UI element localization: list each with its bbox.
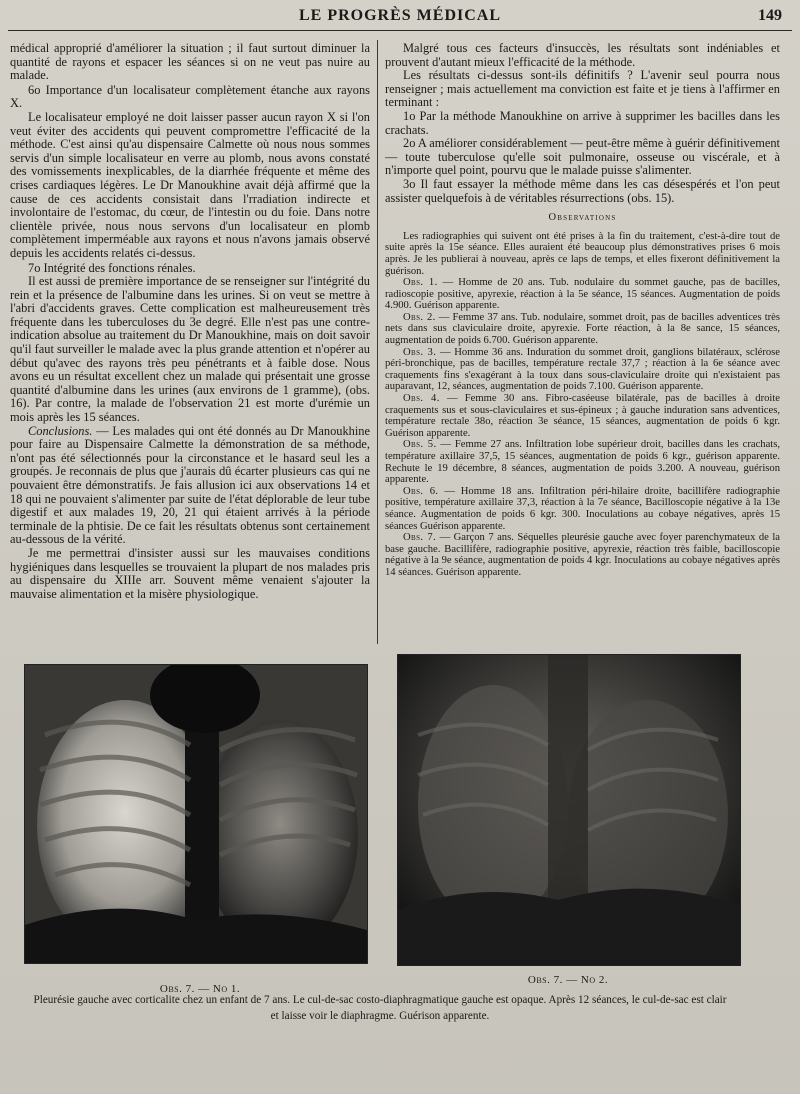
observation-tag: Obs. 5. (403, 439, 437, 451)
observation-tag: Obs. 4. (403, 393, 440, 405)
page-header (8, 4, 792, 31)
observation-entry (385, 312, 780, 347)
figure-legend: Pleurésie gauche avec corticalite chez un enfant de 7 ans. Le cul-de-sac costo-diaphragmatique gauche est opaque. Après 12 séances, le cul-de-sac est clair et laisse voir le diaphragme. Guérison apparente. (33, 994, 727, 1022)
observation-entry (385, 393, 780, 439)
observation-tag: Obs. 6. (403, 485, 439, 497)
paragraph: Je me permettrai d'insister aussi sur les mauvaises conditions hygiéniques dans lesquelles se trouvaient la plupart de nos malades pris au dispensaire du XIIIe arr. Souvent même venaient s'ajouter la mauvaise alimentation et la misère physiologique. (10, 545, 370, 601)
journal-title: LE PROGRÈS MÉDICAL (298, 7, 502, 24)
observation-entry (385, 277, 780, 312)
conclusions-label: Conclusions. (28, 423, 93, 438)
observations-intro: Les radiographies qui suivent ont été prises à la fin du traitement, c'est-à-dire tout de suite après la 15e séance. Elles auraient été beaucoup plus démonstratives prises 6 mois après. Je les publierai à nouveau, après ce laps de temps, et elles fixeront définitivement la guérison. (385, 230, 780, 277)
chest-radiograph-1 (25, 665, 367, 963)
observation-text: — Garçon 7 ans. Séquelles pleurésie gauche avec foyer parenchymateux de la base gauche. Bacillifère, radiographie positive, apyrexie, réaction très faible, bacilloscopie négative à la 9e séance, augmentation de poids 4 kgr. Inoculations au cobaye négatives après 14 séances. Guérison apparente. (385, 532, 780, 578)
observation-text: — Femme 27 ans. Infiltration lobe supérieur droit, bacilles dans les crachats, température axillaire 37,5, 15 séances, augmentation de poids 6 kgr., guérison apparente. Rechute le 19 décembre, 8 séances, augmentation de poids 3.200. A nouveau, guérison apparente. (385, 439, 780, 486)
observation-text: — Homme de 20 ans. Tub. nodulaire du sommet gauche, pas de bacilles, radioscopie positive, apyrexie, réaction à la 5e séance, 15 séances. Augmentation de poids 4.900. Guérison apparente. (385, 277, 780, 312)
observation-entry (385, 439, 780, 485)
paragraph: médical approprié d'améliorer la situation ; il faut surtout diminuer la quantité de rayons et espacer les séances si on ne veut pas nuire au malade. (10, 41, 370, 83)
right-column (385, 42, 780, 579)
paragraph: Le localisateur employé ne doit laisser passer aucun rayon X si l'on veut éviter des accidents qui peuvent compromettre l'efficacité de la méthode. C'est ainsi qu'au dispensaire Calmette où nous nous sommes servis d'un simple localisateur en verre au plomb, nous avons constaté des vomissements inexplicables, de la diarrhée fréquente et même des crises cardiaques légères. Le Dr Manoukhine avait déjà affirmé que la cause de ces accidents consistait dans l'rradiation indirecte et involontaire de l'estomac, du cœur, de l'intestin ou du foie. Dans notre clientèle privée, nous nous servons d'un localisateur en plomb complètement imperméable aux rayons et nous n'avons jamais observé depuis les accidents relatés ci-dessus. (10, 109, 370, 260)
conclusion-item: 3o Il faut essayer la méthode même dans les cas désespérés et l'on peut assister quelquefois à de véritables résurrections (obs. 15). (385, 176, 780, 205)
observation-entry (385, 486, 780, 532)
paragraph: Il est aussi de première importance de se renseigner sur l'intégrité du rein et la présence de l'albumine dans les urines. Si on veut se mettre à l'abri d'accidents graves. Cette complication est malheureusement très fréquente dans les tuberculoses du 3e degré. Elle n'est pas une contre-indication absolue au traitement du Dr Manoukhine, mais on doit savoir qu'il faut surveiller le malade avec la plus grande attention et n'opérer au début qu'avec des rayons très peu pénétrants et à faible dose. Nous avons eu un résultat excellent chez un malade qui présentait une grosse quantité d'albumine dans les urines (aux environs de 1 gramme), (obs. 16). Par contre, la malade de l'observation 21 est morte d'urémie un mois après les 15 séances. (10, 274, 370, 425)
observation-tag: Obs. 1. (403, 277, 438, 289)
observation-tag: Obs. 3. (403, 346, 437, 358)
paragraph: Les résultats ci-dessus sont-ils définitifs ? L'avenir seul pourra nous renseigner ; mais actuellement ma conviction est faite et je tiens à l'affirmer en terminant : (385, 68, 780, 110)
observation-text: — Femme 37 ans. Tub. nodulaire, sommet droit, pas de bacilles adventices très nets dans sus claviculaire droite, apyrexie. Forte réaction, à la 8e sance, 15 séances, augmentation de poids 6.700. Guérison apparente. (385, 311, 780, 347)
conclusions-paragraph (10, 425, 370, 547)
chest-radiograph-2 (398, 655, 740, 965)
xray-image-1 (24, 664, 368, 964)
observation-tag: Obs. 2. (403, 311, 436, 323)
observations-list (385, 277, 780, 578)
page-number: 149 (758, 7, 782, 24)
observation-text: — Homme 36 ans. Induration du sommet droit, ganglions bilatéraux, sclérose péri-bronchique, pas de bacilles, température rectale 37,7 ; réaction à la 6e séance avec craquements fins s'exagérant à la toux dans sous-claviculaire droite qui n'existaient pas auparavant, 12, séances, augmentation de poids 7.100. Guérison apparente. (385, 346, 780, 393)
observation-text: — Femme 30 ans. Fibro-caséeuse bilatérale, pas de bacilles à droite craquements sus et sous-claviculaires et sus-épineux ; à gauche induration sans adventices, température rectale 38o, réaction 3e séance, 15 séances, augmentation de poids 6 kgr. Guérison apparente. (385, 393, 780, 439)
figure-caption-1: Obs. 7. — No 1. (159, 983, 241, 995)
observation-text: — Homme 18 ans. Infiltration péri-hilaire droite, bacillifère radiographie positive, température axillaire 37,3, réaction à la 7e séance, Bacilloscopie négative à la 13e séance. Augmentation de poids 6 kgr. 300. Inoculations au cobaye négatives, après 15 séances Guérison apparente. (385, 485, 780, 532)
figure-caption-2: Obs. 7. — No 2. (527, 974, 609, 986)
xray-image-2 (397, 654, 741, 966)
observation-entry (385, 347, 780, 393)
conclusion-item: 1o Par la méthode Manoukhine on arrive à supprimer les bacilles dans les crachats. (385, 108, 780, 137)
conclusion-item: 2o A améliorer considérablement — peut-être même à guérir définitivement — toute tuberculose qu'elle soit pulmonaire, osseuse ou viscérale, et à n'importe quel point, pourvu que le malade puisse s'alimenter. (385, 136, 780, 178)
observation-tag: Obs. 7. (403, 532, 437, 544)
conclusions-text: — Les malades qui ont été donnés au Dr Manoukhine pour faire au Dispensaire Calmette la démonstration de sa méthode, n'ont pas été sélectionnés pour la circonstance et le hasard seul les a groupés. Je reconnais de plus que j'aurais dû écarter plusieurs cas qui ne pouvaient être démonstratifs. Je fais allusion ici aux observations 14 et 18 qui ne pouvaient s'alimenter par suite de l'état déplorable de leur tube digestif et aux malades 19, 20, 21 qui étaient arrivés à la période terminale de la phtisie. De ce fait les résultats obtenus sont certainement au-dessous de la vérité. (10, 423, 370, 547)
left-column (10, 42, 370, 601)
section-heading: 7o Intégrité des fonctions rénales. (28, 260, 196, 275)
paragraph: Malgré tous ces facteurs d'insuccès, les résultats sont indéniables et prouvent d'autant mieux l'efficacité de la méthode. (385, 41, 780, 69)
column-divider (377, 40, 378, 644)
observations-heading: Observations (548, 212, 617, 224)
observation-entry (385, 532, 780, 578)
section-heading: 6o Importance d'un localisateur complètement étanche aux rayons X. (10, 82, 370, 111)
